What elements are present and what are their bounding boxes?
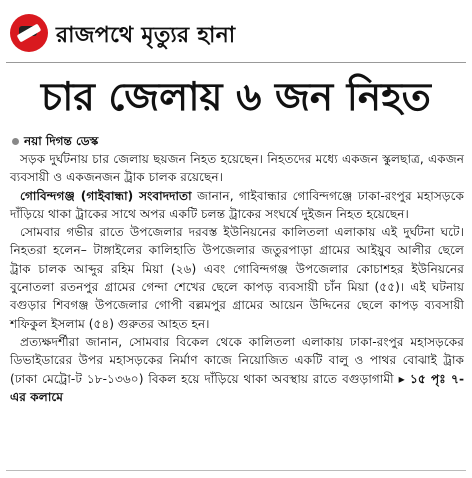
section-kicker: রাজপথে মৃত্যুর হানা [56, 23, 236, 48]
divider [6, 62, 466, 63]
dateline: গোবিন্দগঞ্জ (গাইবান্ধা) সংবাদদাতা [20, 188, 192, 203]
bottom-divider [6, 470, 466, 471]
section-header [6, 8, 466, 62]
continued-text: ১৫ পৃঃ ৭-এর কলামে [10, 371, 465, 404]
paragraph-2 [10, 187, 464, 224]
paragraph-2-text: জানান, গাইবান্ধার গোবিন্দগঞ্জে ঢাকা-রংপুর মহাসড়কে দাঁড়িয়ে থাকা ট্রাকের সাথে অপর একটি চলন্ত ট্রাকের সংঘর্ষে দুইজন নিহত হয়েছেন। [10, 188, 464, 221]
paragraph-4-text: প্রত্যক্ষদর্শীরা জানান, সোমবার বিকেল থেকে কালিতলা এলাকায় ঢাকা-রংপুর মহাসড়কের ডিভাইডারের উপর মহাসড়কের নির্মাণ কাজে নিয়োজিত একটি বালু ও পাথর বোঝাই ট্রাক (ঢাকা মেট্রো-ট ১৮-১৩৬০) বিকল হয়ে দাঁড়িয়ে থাকা অবস্থায় রাতে বগুড়াগামী [10, 334, 464, 386]
continued-marker[interactable]: ▸ ১৫ পৃঃ ৭-এর কলামে [10, 371, 465, 404]
paragraph-1: সড়ক দুর্ঘটনায় চার জেলায় ছয়জন নিহত হয়েছেন। নিহতদের মধ্যে একজন স্কুলছাত্র, একজন ব্যবসায়ী ও একজনজন ট্রাক চালক রয়েছেন। [10, 152, 464, 185]
road-accident-logo-icon [10, 14, 48, 52]
bullet-icon [12, 138, 19, 145]
paragraph-4 [10, 333, 464, 406]
article-body [10, 150, 464, 406]
headline: চার জেলায় ৬ জন নিহত [41, 75, 431, 120]
paragraph-3: সোমবার গভীর রাতে উপজেলার দরবস্ত ইউনিয়নের কালিতলা এলাকায় এই দুর্ঘটনা ঘটে। নিহতরা হলেন– টাঙ্গাইলের কালিহাতি উপজেলার জতুরপাড়া গ্রামের আইয়ুব আলীর ছেলে ট্রাক চালক আব্দুর রহিম মিয়া (২৬) এবং গোবিন্দগঞ্জ উপজেলার কোচাশহর ইউনিয়নের বুনোতলা রতনপুর গ্রামের গেন্দা শেখের ছেলে কাপড় ব্যবসায়ী চাঁন মিয়া (৫৫)। এই ঘটনায় বগুড়ার শিবগঞ্জ উপজেলার গোপী বল্লমপুর গ্রামের আয়েন উদ্দিনের ছেলে কাপড় ব্যবসায়ী শফিকুল ইসলাম (৫৪) গুরুতর আহত হন। [10, 225, 464, 331]
byline-text: নয়া দিগন্ত ডেস্ক [24, 134, 99, 148]
